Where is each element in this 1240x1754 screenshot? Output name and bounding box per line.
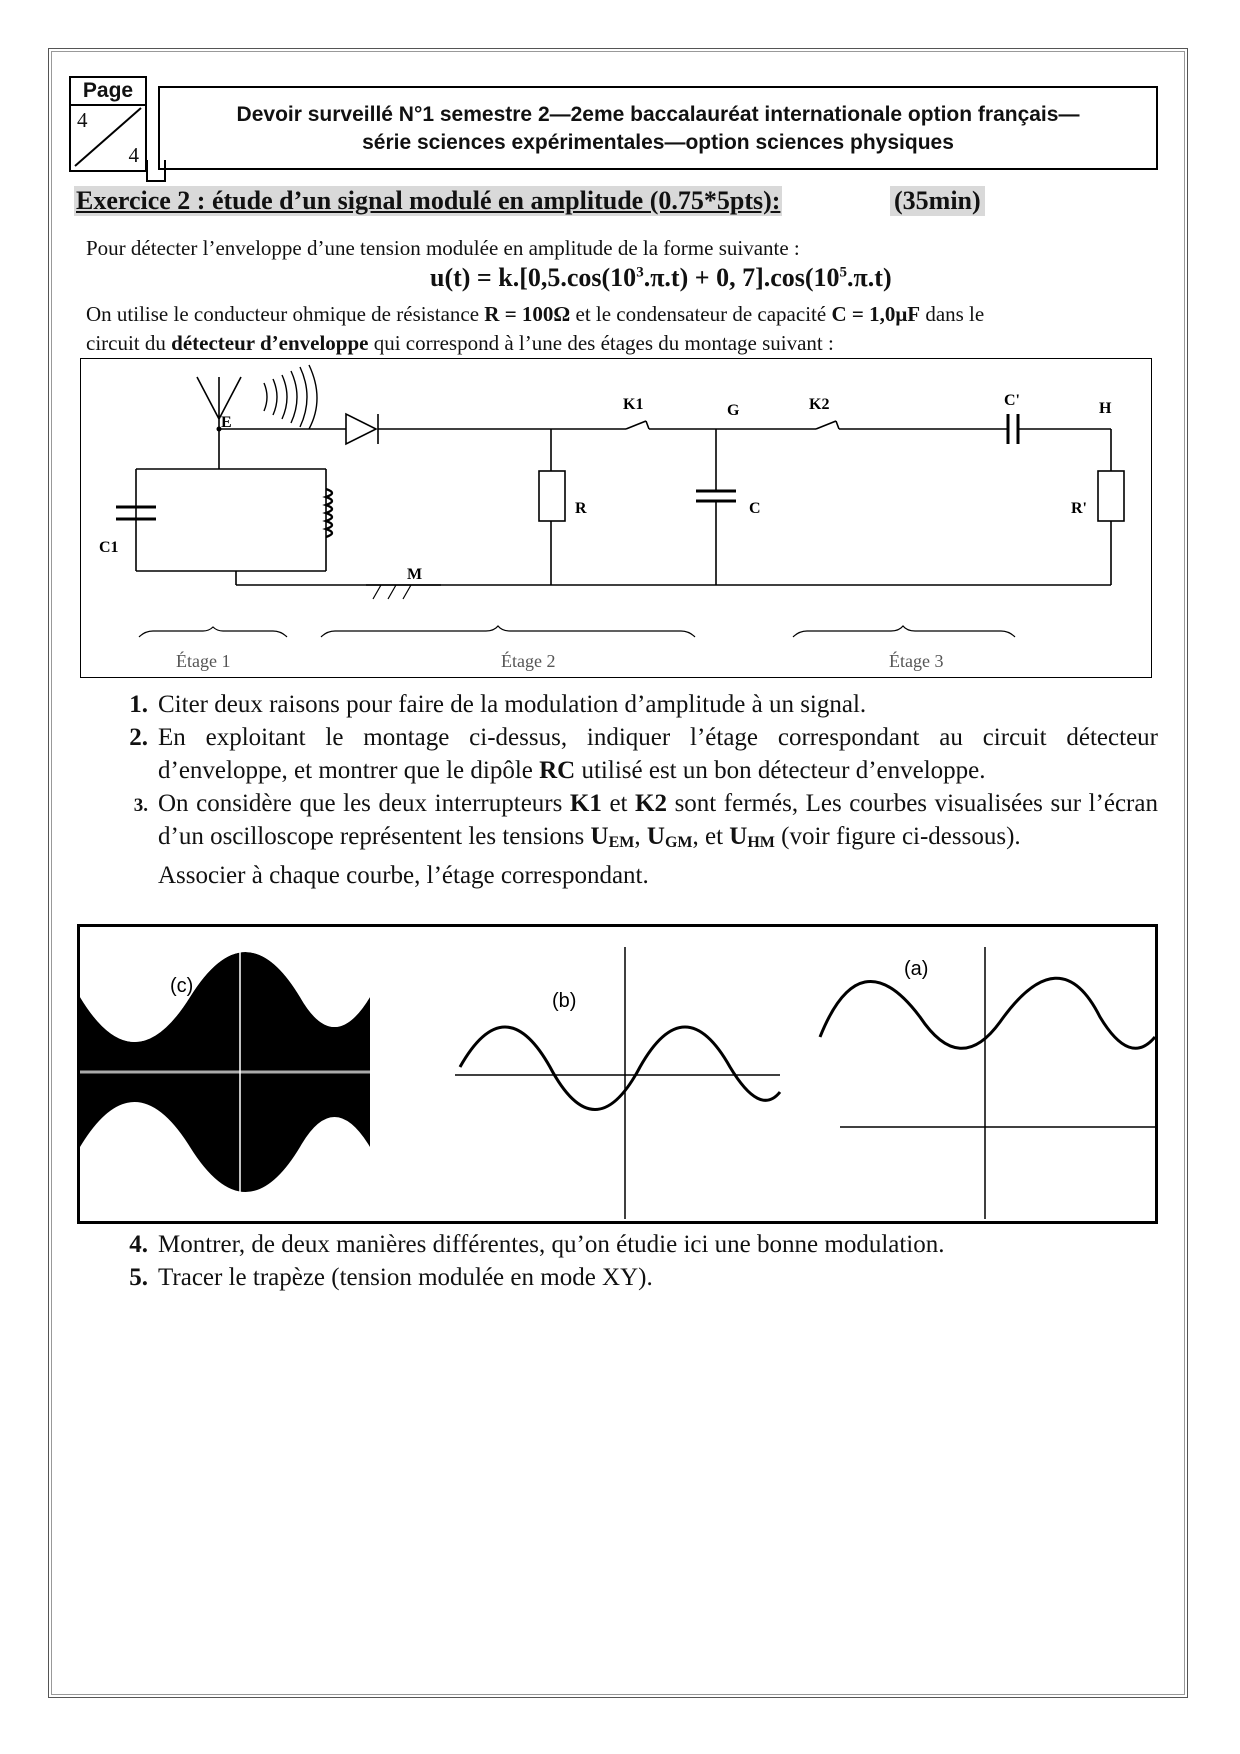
page-number-box: [69, 76, 147, 172]
stage-2-label: Étage 2: [501, 651, 556, 671]
question-3-et: , et: [692, 823, 730, 850]
question-3-k2: K2: [635, 790, 667, 817]
question-2: [108, 721, 1158, 784]
formula-exponent-2: 5: [839, 264, 848, 281]
node-label-h: H: [1099, 400, 1112, 417]
intro-text-e: qui correspond à l’une des étages du montage suivant :: [368, 331, 834, 355]
exam-header: [158, 86, 1158, 170]
inductor-icon: [326, 489, 332, 537]
node-label-e: E: [221, 414, 232, 431]
curve-b-label: (b): [552, 990, 577, 1012]
envelope-detector-term: détecteur d’enveloppe: [171, 331, 369, 355]
node-label-g: G: [727, 402, 740, 419]
radio-waves-icon: [264, 365, 317, 429]
brace-stage-2: [321, 626, 695, 637]
oscilloscope-curves: [80, 927, 1155, 1221]
formula: [430, 263, 892, 293]
question-3-number: 3.: [133, 795, 148, 816]
capacitance-value: C = 1,0μF: [831, 302, 921, 326]
stage-3-label: Étage 3: [889, 651, 944, 671]
node-label-cprime: C': [1004, 392, 1020, 409]
question-1-number: 1.: [129, 691, 148, 718]
question-2-text-b: utilisé est un bon détecteur d’enveloppe.: [575, 757, 986, 784]
page-current: 4: [77, 108, 88, 132]
resistance-value: R = 100Ω: [484, 302, 571, 326]
header-line-1: Devoir surveillé N°1 semestre 2—2eme baccalauréat internationale option français—: [236, 103, 1080, 126]
circuit-diagram: [80, 358, 1152, 678]
intro-text-d: circuit du: [86, 331, 172, 355]
question-5-text: Tracer le trapèze (tension modulée en mode XY).: [158, 1264, 653, 1291]
formula-part-a: u(t) = k.[0,5.cos(10: [430, 263, 637, 292]
question-2-rc: RC: [539, 757, 576, 784]
ground-icon: [373, 585, 411, 599]
question-4: [108, 1228, 1158, 1261]
intro-text-b: et le condensateur de capacité: [570, 302, 832, 326]
intro-line-1: Pour détecter l’enveloppe d’une tension modulée en amplitude de la forme suivante :: [86, 236, 800, 260]
brace-stage-1: [139, 627, 287, 637]
voltage-uem: $U_{EM}$: [590, 823, 635, 851]
switch-k1-icon: [626, 421, 646, 429]
curve-b-demodulated: [460, 1027, 780, 1110]
question-3: [108, 787, 1158, 889]
intro-text-a: On utilise le conducteur ohmique de résistance: [86, 302, 485, 326]
question-4-number: 4.: [129, 1231, 148, 1258]
question-3-text-a: On considère que les deux interrupteurs: [158, 790, 570, 817]
antenna-icon: [197, 377, 241, 429]
node-label-r: R: [575, 500, 587, 517]
question-5-number: 5.: [129, 1264, 148, 1291]
question-3-and: et: [601, 790, 636, 817]
question-4-text: Montrer, de deux manières différentes, qu’on étudie ici une bonne modulation.: [158, 1231, 945, 1258]
header-line-2: série sciences expérimentales—option sciences physiques: [362, 131, 954, 154]
intro-line-2: [86, 300, 984, 328]
node-label-c: C: [749, 500, 761, 517]
question-3-text-b: sont fermés, Les courbes visualisées sur l’écran d’un oscilloscope représentent les tensions: [158, 790, 1158, 850]
switch-k2-icon: [816, 421, 836, 429]
question-1: [108, 688, 1158, 721]
curve-a-label: (a): [904, 958, 929, 980]
question-1-text: Citer deux raisons pour faire de la modulation d’amplitude à un signal.: [158, 691, 867, 718]
question-3-comma: ,: [634, 823, 647, 850]
oscilloscope-figure: [77, 924, 1158, 1224]
intro-text-c: dans le: [920, 302, 985, 326]
question-3-text-c: (voir figure ci-dessous).: [774, 823, 1021, 850]
question-2-text: [158, 721, 1158, 787]
node-label-c1: C1: [99, 539, 119, 556]
formula-part-c: .π.t): [847, 263, 892, 292]
question-2-number: 2.: [129, 724, 148, 751]
question-3-k1: K1: [569, 790, 602, 817]
question-3-text: [158, 787, 1158, 892]
curve-a-envelope: [820, 978, 1155, 1048]
diode-icon: [346, 414, 376, 444]
intro-line-3: [86, 329, 834, 357]
voltage-ugm: $U_{GM}$: [646, 823, 693, 851]
page-total: 4: [128, 143, 139, 167]
node-label-m: M: [407, 566, 423, 583]
question-5: [108, 1261, 1158, 1294]
node-label-rprime: R': [1071, 500, 1087, 517]
node-label-k2: K2: [809, 396, 830, 413]
question-2-text-a: En exploitant le montage ci-dessus, indiquer l’étage correspondant au circuit détecteur d’enveloppe, et montrer que le dipôle: [158, 724, 1158, 784]
voltage-uhm: $U_{HM}$: [729, 823, 775, 851]
resistor-rprime-icon: [1098, 471, 1124, 521]
question-3-line-2: Associer à chaque courbe, l’étage correspondant.: [158, 862, 649, 889]
formula-exponent-1: 3: [636, 264, 644, 281]
exercise-title: Exercice 2 : étude d’un signal modulé en amplitude (0.75*5pts):: [76, 186, 781, 215]
page-label: Page: [71, 78, 145, 106]
stage-1-label: Étage 1: [176, 651, 231, 671]
brace-stage-3: [793, 626, 1015, 637]
formula-part-b: .π.t) + 0, 7].cos(10: [643, 263, 840, 292]
circuit-schematic: [81, 359, 1151, 677]
curve-c-label: (c): [170, 975, 194, 997]
node-label-k1: K1: [623, 396, 644, 413]
resistor-r-icon: [539, 471, 565, 521]
exercise-time: (35min): [890, 186, 985, 216]
